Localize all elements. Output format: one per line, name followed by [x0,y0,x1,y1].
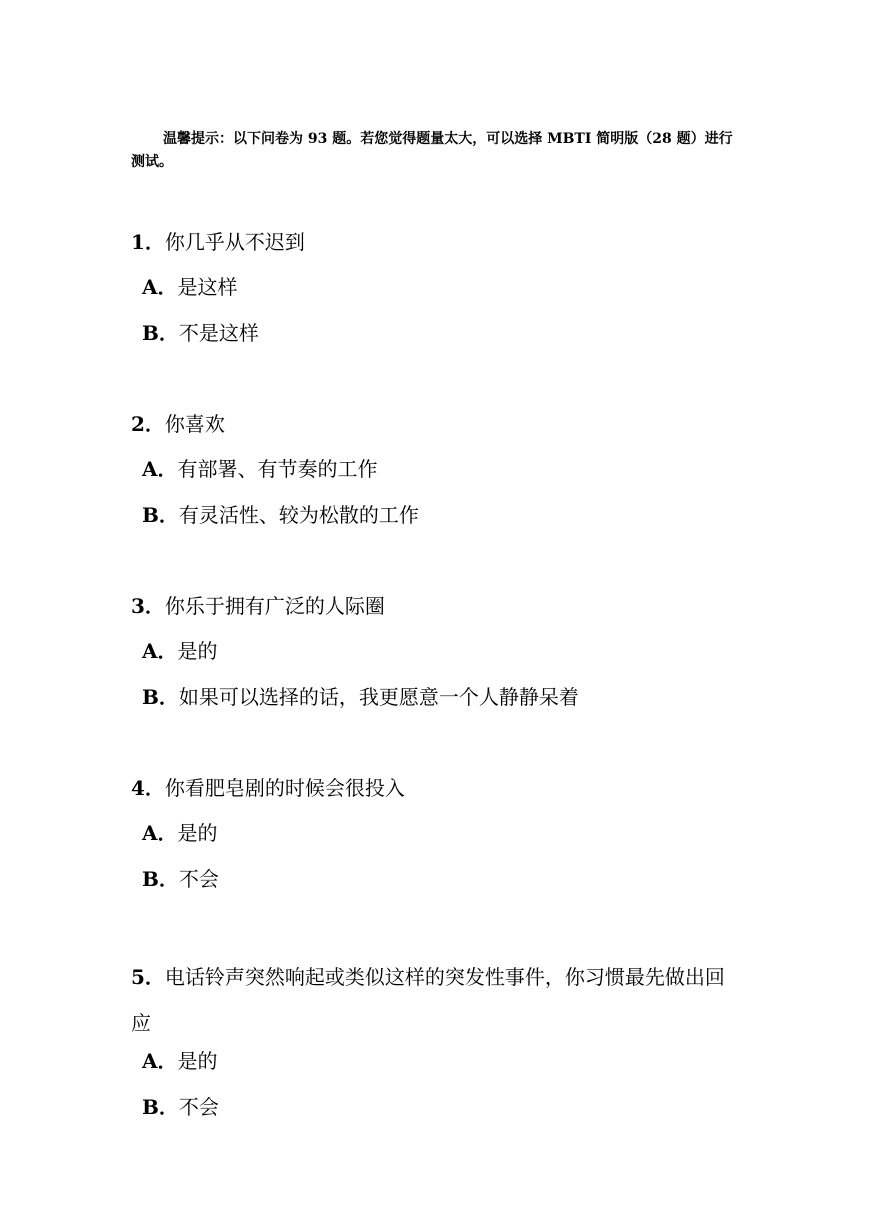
question-3-option-b[interactable] [142,687,579,707]
question-number: 3． [131,594,165,618]
option-letter: A． [142,821,178,845]
question-5-option-a[interactable] [142,1051,218,1071]
question-number: 5． [131,965,165,989]
question-1 [131,232,305,252]
question-1-option-b[interactable] [142,323,259,343]
option-letter: A． [142,639,178,663]
question-text: 电话铃声突然响起或类似这样的突发性事件，你习惯最先做出回应 [131,965,725,1035]
option-letter: B． [142,503,179,527]
question-number: 2． [131,412,165,436]
option-text: 不是这样 [178,321,259,345]
question-4-option-a[interactable] [142,823,218,843]
question-3 [131,596,385,616]
question-1-option-a[interactable] [142,277,238,297]
option-letter: A． [142,1049,178,1073]
option-text: 有部署、有节奏的工作 [177,457,378,481]
option-text: 是的 [177,639,218,663]
question-text: 你看肥皂剧的时候会很投入 [164,776,405,800]
option-text: 是的 [177,1049,218,1073]
question-2-option-a[interactable] [142,459,378,479]
option-letter: A． [142,457,178,481]
question-number: 1． [131,230,165,254]
option-letter: B． [142,867,179,891]
option-text: 不会 [178,1095,219,1119]
option-text: 有灵活性、较为松散的工作 [178,503,419,527]
question-2 [131,414,225,434]
notice-text: 温馨提示：以下问卷为 93 题。若您觉得题量太大，可以选择 MBTI 简明版（28 题）进行测试。 [131,131,733,170]
option-letter: B． [142,1095,179,1119]
question-number: 4． [131,776,165,800]
option-text: 不会 [178,867,219,891]
question-text: 你乐于拥有广泛的人际圈 [164,594,385,618]
question-text: 你几乎从不迟到 [164,230,305,254]
option-letter: B． [142,685,179,709]
question-4-option-b[interactable] [142,869,219,889]
question-text: 你喜欢 [164,412,225,436]
question-5 [131,954,741,1046]
question-5-option-b[interactable] [142,1097,219,1117]
question-3-option-a[interactable] [142,641,218,661]
option-text: 是的 [177,821,218,845]
question-2-option-b[interactable] [142,505,419,525]
option-text: 是这样 [177,275,238,299]
question-4 [131,778,405,798]
option-text: 如果可以选择的话，我更愿意一个人静静呆着 [178,685,579,709]
option-letter: B． [142,321,179,345]
option-letter: A． [142,275,178,299]
